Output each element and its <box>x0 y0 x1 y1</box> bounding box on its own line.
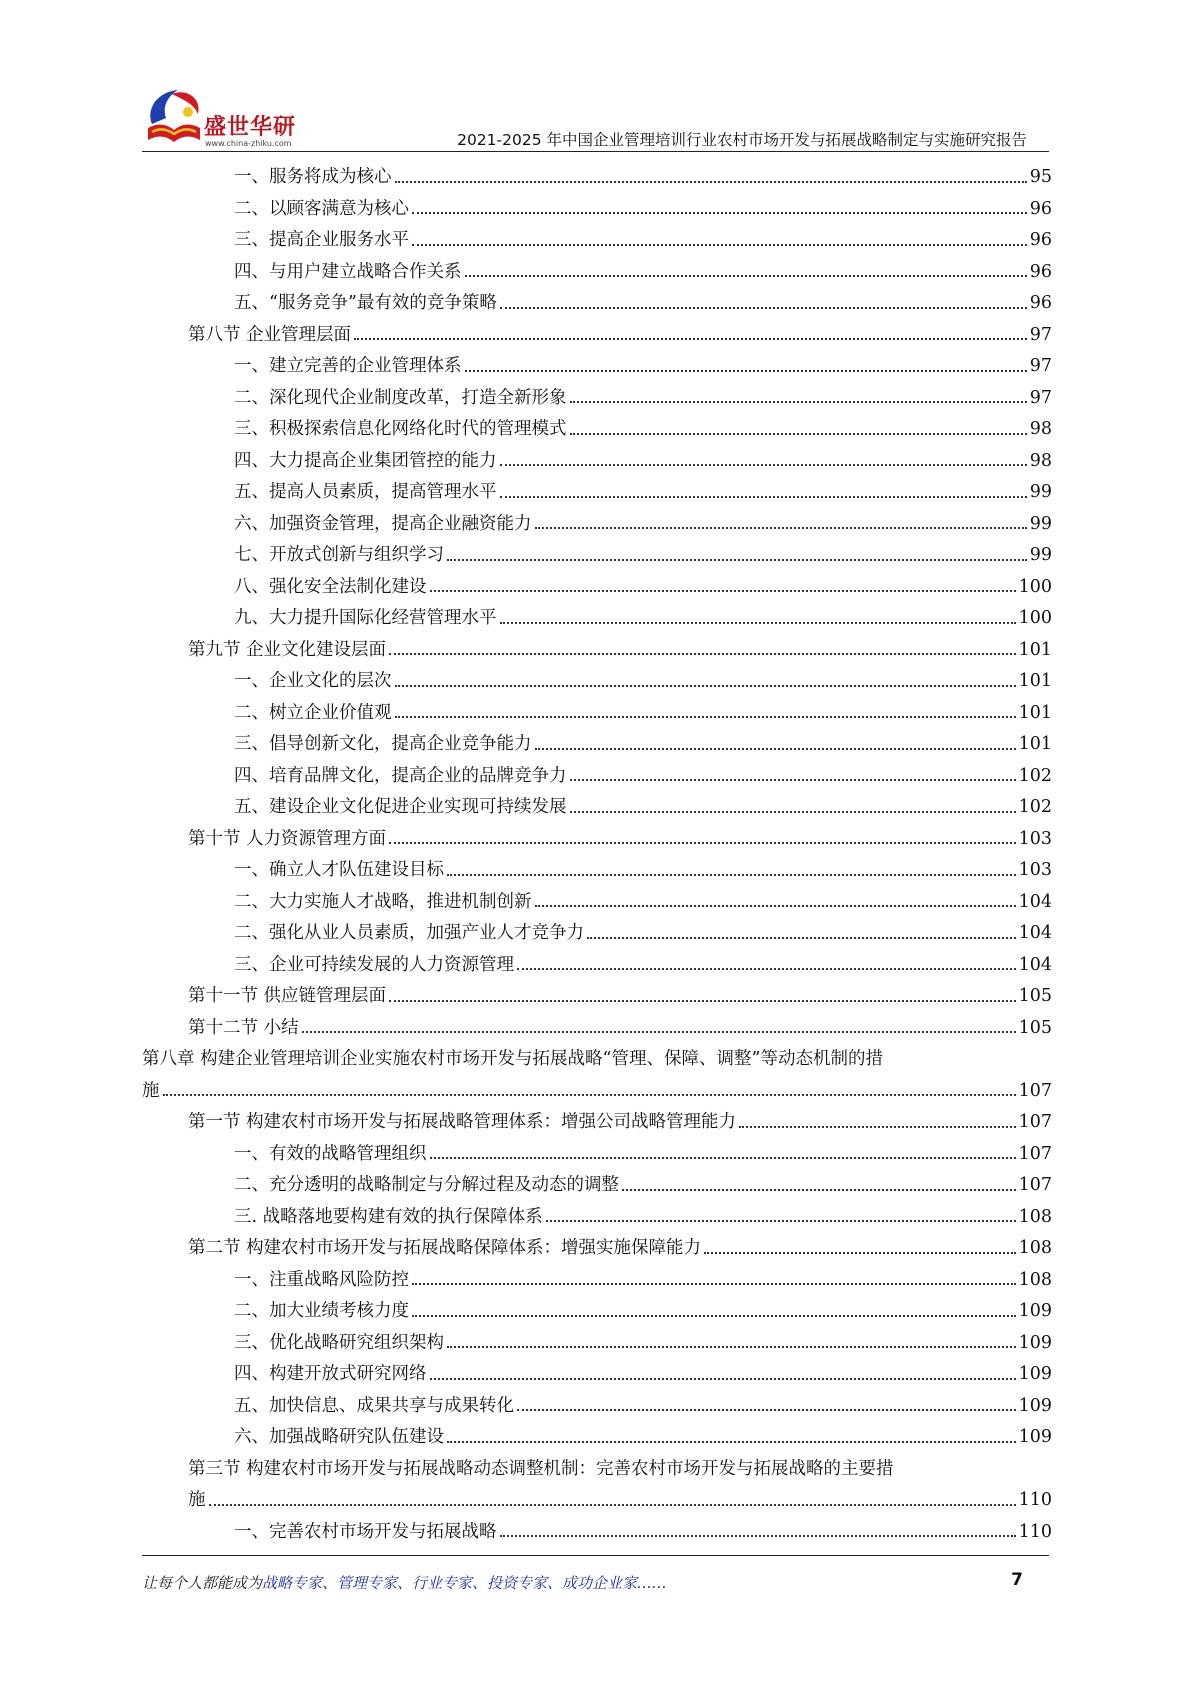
toc-entry-page: 103 <box>1018 860 1052 880</box>
toc-leader-dots <box>570 433 1027 435</box>
toc-entry-label: 二、深化现代企业制度改革，打造全新形象 <box>234 387 567 408</box>
toc-leader-dots <box>500 464 1027 466</box>
toc-entry-label: 四、构建开放式研究网络 <box>234 1364 427 1384</box>
toc-entry[interactable] <box>142 916 1052 948</box>
toc-entry-page: 101 <box>1018 702 1052 723</box>
toc-leader-dots <box>412 1283 1016 1285</box>
toc-leader-dots <box>447 1346 1016 1348</box>
page-header <box>0 0 1191 160</box>
toc-leader-dots <box>395 716 1016 718</box>
toc-entry-label: 二、以顾客满意为核心 <box>234 198 409 219</box>
toc-entry-label: 第八章 构建企业管理培训企业实施农村市场开发与拓展战略“管理、保障、调整”等动态机制的措 <box>142 1049 883 1069</box>
toc-entry-label: 施 <box>142 1080 160 1101</box>
toc-entry[interactable] <box>142 223 1052 255</box>
toc-entry-page: 98 <box>1029 450 1052 471</box>
toc-leader-dots <box>302 1031 1016 1033</box>
toc-leader-dots <box>535 748 1016 750</box>
toc-entry[interactable] <box>142 444 1052 476</box>
toc-entry-heading[interactable] <box>142 1042 1052 1074</box>
toc-leader-dots <box>570 401 1027 403</box>
toc-leader-dots <box>570 779 1016 781</box>
toc-entry[interactable] <box>142 853 1052 885</box>
toc-leader-dots <box>447 874 1016 876</box>
toc-entry-page: 109 <box>1018 1364 1052 1384</box>
page-number: 7 <box>1011 1570 1023 1590</box>
toc-entry-label: 一、企业文化的层次 <box>234 671 392 691</box>
toc-entry-label: 五、提高人员素质，提高管理水平 <box>234 482 497 502</box>
toc-entry-heading[interactable] <box>142 1452 1052 1484</box>
toc-entry[interactable] <box>142 1231 1052 1263</box>
toc-entry[interactable] <box>142 412 1052 444</box>
toc-entry[interactable] <box>142 727 1052 759</box>
toc-entry[interactable] <box>142 696 1052 728</box>
toc-entry-page: 108 <box>1018 1206 1052 1227</box>
toc-leader-dots <box>500 307 1027 309</box>
toc-entry[interactable] <box>142 885 1052 917</box>
toc-entry-page: 102 <box>1018 797 1052 817</box>
toc-entry[interactable] <box>142 1168 1052 1200</box>
toc-entry[interactable] <box>142 1420 1052 1452</box>
toc-entry-page: 110 <box>1018 1490 1052 1510</box>
toc-entry-page: 97 <box>1029 324 1052 345</box>
toc-entry-label: 五、加快信息、成果共享与成果转化 <box>234 1395 514 1416</box>
toc-entry-page: 110 <box>1018 1521 1052 1542</box>
toc-entry-label: 八、强化安全法制化建设 <box>234 576 427 597</box>
company-logo <box>142 84 322 150</box>
toc-entry-page: 107 <box>1018 1080 1052 1101</box>
toc-entry-page: 100 <box>1018 576 1052 597</box>
toc-entry-label: 第十一节 供应链管理层面 <box>188 986 387 1006</box>
toc-entry-label: 第一节 构建农村市场开发与拓展战略管理体系：增强公司战略管理能力 <box>188 1112 737 1132</box>
toc-entry-label: 四、培育品牌文化，提高企业的品牌竞争力 <box>234 765 567 786</box>
toc-entry-page: 108 <box>1018 1269 1052 1290</box>
toc-entry-page: 100 <box>1018 608 1052 628</box>
toc-entry-page: 102 <box>1018 765 1052 786</box>
toc-entry-label: 七、开放式创新与组织学习 <box>234 545 444 565</box>
footer-slogan <box>142 1572 667 1593</box>
toc-entry-page: 101 <box>1018 671 1052 691</box>
toc-leader-dots <box>500 496 1027 498</box>
toc-entry-label: 第十节 人力资源管理方面 <box>188 828 387 849</box>
footer-slogan-prefix: 让每个人都能成为 <box>142 1574 263 1592</box>
toc-entry-label: 六、加强战略研究队伍建设 <box>234 1427 444 1447</box>
toc-entry-label: 一、建立完善的企业管理体系 <box>234 356 462 376</box>
toc-leader-dots <box>465 370 1027 372</box>
toc-entry-label: 三. 战略落地要构建有效的执行保障体系 <box>234 1206 543 1227</box>
toc-entry[interactable] <box>142 318 1052 350</box>
toc-leader-dots <box>739 1126 1016 1128</box>
toc-entry-label: 二、树立企业价值观 <box>234 702 392 723</box>
toc-entry[interactable] <box>142 192 1052 224</box>
toc-leader-dots <box>412 212 1027 214</box>
toc-leader-dots <box>622 1189 1016 1191</box>
toc-leader-dots <box>546 1220 1016 1222</box>
toc-entry-page: 108 <box>1018 1238 1052 1258</box>
toc-entry-page: 98 <box>1029 419 1052 439</box>
toc-entry[interactable] <box>142 1294 1052 1326</box>
toc-leader-dots <box>535 905 1016 907</box>
toc-entry-label: 三、积极探索信息化网络化时代的管理模式 <box>234 419 567 439</box>
toc-leader-dots <box>412 244 1027 246</box>
toc-entry-page: 107 <box>1018 1143 1052 1164</box>
toc-leader-dots <box>517 1409 1016 1411</box>
toc-entry[interactable] <box>142 601 1052 633</box>
toc-leader-dots <box>354 338 1027 340</box>
toc-entry-label: 二、强化从业人员素质，加强产业人才竞争力 <box>234 923 584 943</box>
header-divider <box>142 151 1049 152</box>
toc-entry-page: 109 <box>1018 1332 1052 1353</box>
toc-leader-dots <box>389 653 1016 655</box>
toc-leader-dots <box>430 1378 1016 1380</box>
toc-leader-dots <box>447 559 1027 561</box>
toc-entry-label: 施 <box>188 1490 206 1510</box>
toc-entry-page: 101 <box>1018 639 1052 660</box>
toc-entry-label: 第八节 企业管理层面 <box>188 324 352 345</box>
toc-entry-page: 105 <box>1018 1017 1052 1038</box>
toc-entry-page: 99 <box>1029 513 1052 534</box>
toc-entry[interactable] <box>142 1200 1052 1232</box>
toc-entry-page: 96 <box>1029 198 1052 219</box>
toc-leader-dots <box>587 937 1016 939</box>
toc-entry-page: 109 <box>1018 1395 1052 1416</box>
toc-entry-label: 第九节 企业文化建设层面 <box>188 639 387 660</box>
toc-entry-label: 第二节 构建农村市场开发与拓展战略保障体系：增强实施保障能力 <box>188 1238 702 1258</box>
toc-entry-label: 二、加大业绩考核力度 <box>234 1301 409 1321</box>
toc-leader-dots <box>465 275 1027 277</box>
toc-leader-dots <box>163 1094 1016 1096</box>
toc-entry-page: 96 <box>1029 293 1052 313</box>
toc-leader-dots <box>389 842 1016 844</box>
toc-entry[interactable] <box>142 1263 1052 1295</box>
toc-leader-dots <box>535 527 1027 529</box>
toc-leader-dots <box>517 968 1016 970</box>
toc-entry[interactable] <box>142 979 1052 1011</box>
toc-entry-label: 九、大力提升国际化经营管理水平 <box>234 608 497 628</box>
toc-leader-dots <box>209 1504 1016 1506</box>
toc-entry[interactable] <box>142 948 1052 980</box>
toc-entry[interactable] <box>142 822 1052 854</box>
toc-leader-dots <box>389 1000 1016 1002</box>
toc-entry[interactable] <box>142 1105 1052 1137</box>
toc-entry[interactable] <box>142 507 1052 539</box>
toc-entry-label: 三、优化战略研究组织架构 <box>234 1332 444 1353</box>
toc-entry-page: 107 <box>1018 1112 1052 1132</box>
toc-entry-page: 103 <box>1018 828 1052 849</box>
toc-entry-label: 第十二节 小结 <box>188 1017 299 1038</box>
toc-entry[interactable] <box>142 759 1052 791</box>
toc-entry[interactable] <box>142 381 1052 413</box>
toc-entry[interactable] <box>142 286 1052 318</box>
toc-leader-dots <box>704 1252 1016 1254</box>
toc-entry[interactable] <box>142 538 1052 570</box>
logo-url: www.china-zhiku.com <box>205 139 292 148</box>
toc-entry[interactable] <box>142 1515 1052 1547</box>
toc-entry-page: 96 <box>1029 230 1052 250</box>
toc-entry-label: 二、充分透明的战略制定与分解过程及动态的调整 <box>234 1175 619 1195</box>
toc-entry[interactable] <box>142 1137 1052 1169</box>
toc-entry-page: 97 <box>1029 356 1052 376</box>
toc-entry-label: 三、提高企业服务水平 <box>234 230 409 250</box>
toc-entry[interactable] <box>142 1389 1052 1421</box>
toc-leader-dots <box>430 590 1016 592</box>
toc-entry-label: 六、加强资金管理，提高企业融资能力 <box>234 513 532 534</box>
toc-entry-label: 四、大力提高企业集团管控的能力 <box>234 450 497 471</box>
toc-entry-page: 99 <box>1029 482 1052 502</box>
footer-divider <box>142 1555 1049 1556</box>
toc-entry[interactable] <box>142 255 1052 287</box>
toc-entry[interactable] <box>142 349 1052 381</box>
toc-leader-dots <box>570 811 1016 813</box>
toc-entry-label: 五、建设企业文化促进企业实现可持续发展 <box>234 797 567 817</box>
footer-slogan-highlight: 战略专家、管理专家、行业专家、投资专家、成功企业家…… <box>262 1574 668 1592</box>
toc-entry-label: 一、服务将成为核心 <box>234 167 392 187</box>
toc-entry-label: 五、“服务竞争”最有效的竞争策略 <box>234 293 497 313</box>
toc-entry-label: 二、大力实施人才战略，推进机制创新 <box>234 891 532 912</box>
toc-entry-label: 一、有效的战略管理组织 <box>234 1143 427 1164</box>
toc-entry-page: 104 <box>1018 923 1052 943</box>
toc-entry[interactable] <box>142 664 1052 696</box>
toc-entry-label: 一、确立人才队伍建设目标 <box>234 860 444 880</box>
toc-entry-label: 三、倡导创新文化，提高企业竞争能力 <box>234 734 532 754</box>
toc-entry[interactable] <box>142 1011 1052 1043</box>
toc-entry-page: 96 <box>1029 261 1052 282</box>
toc-leader-dots <box>412 1315 1016 1317</box>
toc-entry-page: 104 <box>1018 954 1052 975</box>
toc-entry-page: 97 <box>1029 387 1052 408</box>
report-title: 2021-2025 年中国企业管理培训行业农村市场开发与拓展战略制定与实施研究报告 <box>457 131 1027 149</box>
toc-leader-dots <box>447 1441 1016 1443</box>
toc-entry[interactable] <box>142 1483 1052 1515</box>
toc-leader-dots <box>500 1535 1016 1537</box>
toc-leader-dots <box>430 1157 1016 1159</box>
toc-entry[interactable] <box>142 633 1052 665</box>
toc-entry-page: 109 <box>1018 1427 1052 1447</box>
toc-entry-page: 107 <box>1018 1175 1052 1195</box>
toc-entry-label: 一、完善农村市场开发与拓展战略 <box>234 1521 497 1542</box>
toc-entry[interactable] <box>142 570 1052 602</box>
toc-entry-page: 109 <box>1018 1301 1052 1321</box>
toc-entry-page: 99 <box>1029 545 1052 565</box>
toc-leader-dots <box>500 622 1016 624</box>
toc-entry-label: 三、企业可持续发展的人力资源管理 <box>234 954 514 975</box>
toc-entry-page: 95 <box>1029 167 1052 187</box>
logo-emblem-icon <box>142 84 206 150</box>
toc-leader-dots <box>395 685 1016 687</box>
toc-entry-page: 105 <box>1018 986 1052 1006</box>
toc-entry-label: 第三节 构建农村市场开发与拓展战略动态调整机制：完善农村市场开发与拓展战略的主要措 <box>188 1458 894 1479</box>
toc-entry-page: 104 <box>1018 891 1052 912</box>
toc-leader-dots <box>395 181 1027 183</box>
toc-entry-label: 四、与用户建立战略合作关系 <box>234 261 462 282</box>
logo-text: 盛世华研 <box>204 115 297 140</box>
toc-entry-page: 101 <box>1018 734 1052 754</box>
toc-entry-label: 一、注重战略风险防控 <box>234 1269 409 1290</box>
toc-entry[interactable] <box>142 1357 1052 1389</box>
toc-entry[interactable] <box>142 475 1052 507</box>
toc-entry[interactable] <box>142 1326 1052 1358</box>
table-of-contents <box>142 160 1052 1546</box>
toc-entry[interactable] <box>142 1074 1052 1106</box>
toc-entry[interactable] <box>142 160 1052 192</box>
toc-entry[interactable] <box>142 790 1052 822</box>
